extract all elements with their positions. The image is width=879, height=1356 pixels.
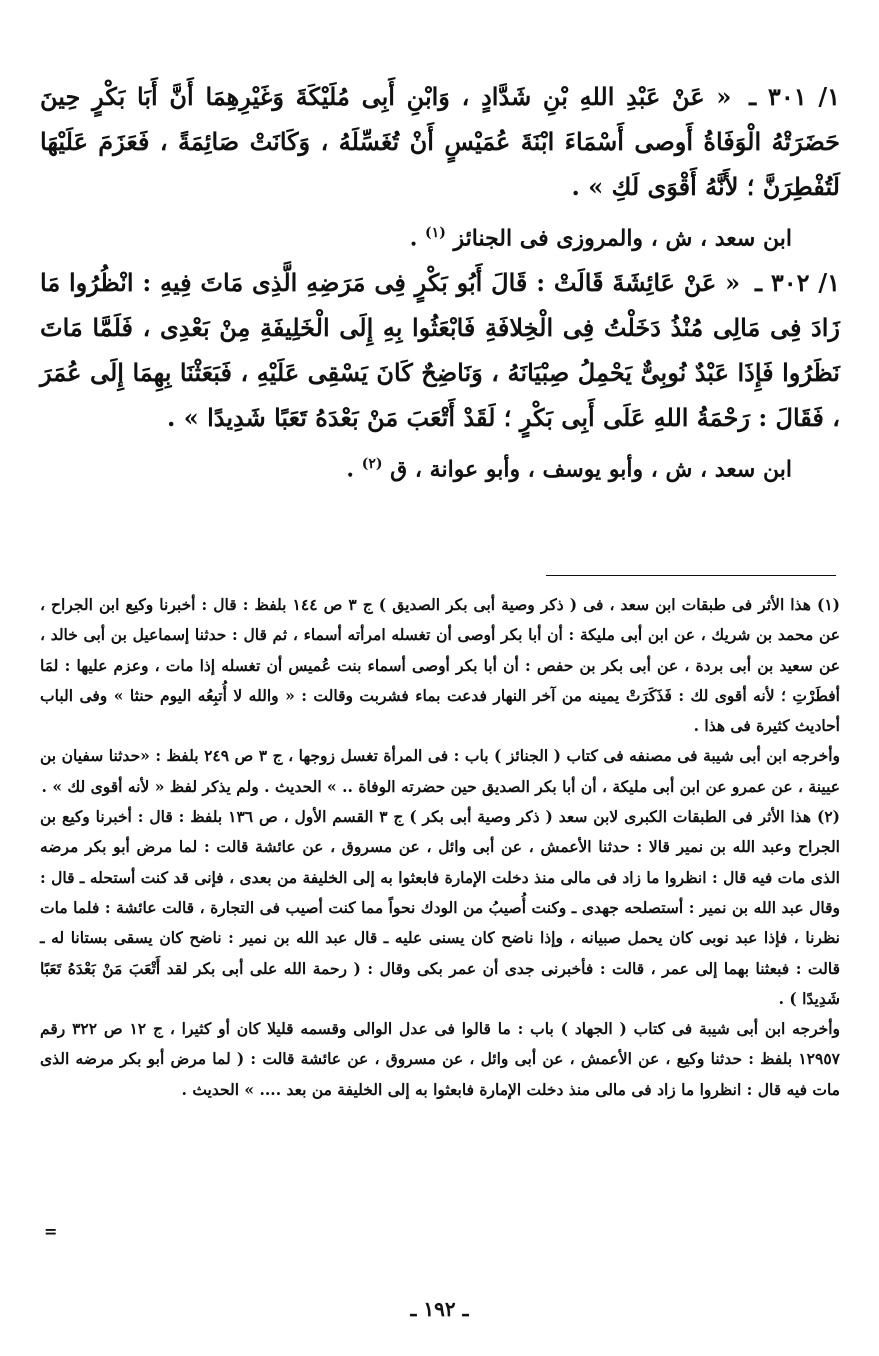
hadith-302 — [40, 260, 840, 440]
footnote-1: (١) هذا الأثر فى طبقات ابن سعد ، فى ( ذكر وصية أبى بكر الصديق ) ج ٣ ص ١٤٤ بلفظ : قال : أخبرنا وكيع ابن الجراح ، عن محمد بن شريك ، عن ابن أبى مليكة : أن أبا بكر أوصى أن تغسله امرأته أسماء ، ثم قال : حدثنا إسماعيل بن أبى خالد ، عن سعيد بن أبى بردة ، عن أبى بكر بن حفص : أن أبا بكر أوصى أسماء بنت عُميس أن تغسله إذا مات ، وعزم عليها : لمَا أفطَرْتِ ؛ لأنه أقوى لك : فَذَكَرَتْ يمينه من آخر النهار فدعت بماء فشربت وقالت : « والله لا أُتبِعُه اليوم حنثا » وفى الباب أحاديث كثيرة فى هذا . — [40, 595, 840, 736]
hadith-301 — [40, 74, 840, 209]
page-number: ـ ١٩٢ ـ — [410, 1297, 469, 1321]
footnote-divider — [546, 575, 836, 576]
hadith-source: ابن سعد ، ش ، والمروزى فى الجنائز $^{(١)}$ . — [409, 225, 792, 252]
footnote-2-continued: وأخرجه ابن أبى شيبة فى كتاب ( الجهاد ) باب : ما قالوا فى عدل الوالى وقسمه قليلا كان أو كثيرا ، ج ١٢ ص ٣٢٢ رقم ١٢٩٥٧ بلفظ : حدثنا وكيع ، عن الأعمش ، عن أبى وائل ، عن مسروق ، عن عائشة قالت : ( لما مرض أبو بكر مرضه الذى مات فيه قال : انظروا ما زاد فى مالى منذ دخلت الإمارة فابعثوا به إلى الخليفة من بعد .... » الحديث . — [40, 1019, 840, 1099]
footnotes — [40, 590, 840, 1105]
hadith-number: ١/ ٣٠٢ ـ — [755, 268, 841, 298]
hadith-number: ١/ ٣٠١ ـ — [749, 82, 840, 111]
continuation-mark: = — [44, 1222, 58, 1241]
source-text: ابن سعد ، ش ، وأبو يوسف ، وأبو عوانة ، ق — [390, 456, 792, 483]
hadith-source: ابن سعد ، ش ، وأبو يوسف ، وأبو عوانة ، ق $^{(٢)}$ . — [346, 456, 792, 483]
hadith-text: « عَنْ عَبْدِ اللهِ بْنِ شَدَّادٍ ، وَابْنِ أَبِى مُلَيْكَةَ وَغَيْرِهِمَا أَنَّ أَبَا بَكْرٍ حِينَ حَضَرَتْهُ الْوَفَاةُ أَوصى أَسْمَاءَ ابْنَةَ عُمَيْسٍ أَنْ تُغَسِّلَهُ ، وَكَانَتْ صَائِمَةً ، فَعَزَمَ عَلَيْهَا لَتُفْطِرَنَّ ؛ لأَنَّهُ أَقْوَى لَكِ » . — [40, 82, 840, 201]
footnote-1-continued: وأخرجه ابن أبى شيبة فى مصنفه فى كتاب ( الجنائز ) باب : فى المرأة تغسل زوجها ، ج ٣ ص ٢٤٩ بلفظ : «حدثنا سفيان بن عيينة ، عن عمرو عن ابن أبى مليكة ، أن أبا بكر الصديق حين حضرته الوفاة .. » الحديث . ولم يذكر لفظ « لأنه أقوى لك » . — [40, 746, 840, 796]
source-text: ابن سعد ، ش ، والمروزى فى الجنائز — [453, 225, 792, 252]
footnote-ref[interactable]: (١) — [425, 225, 446, 241]
footnote-ref[interactable]: (٢) — [361, 456, 383, 473]
footnote-2: (٢) هذا الأثر فى الطبقات الكبرى لابن سعد ( ذكر وصية أبى بكر ) ج ٣ القسم الأول ، ص ١٣٦ بلفظ : قال : أخبرنا وكيع بن الجراح وعبد الله بن نمير قالا : حدثنا الأعمش ، عن أبى وائل ، عن مسروق ، عن عائشة قالت : لما مرض أبو بكر مرضه الذى مات فيه قال : انظروا ما زاد فى مالى منذ دخلت الإمارة فابعثوا به إلى الخليفة من بعدى ، فإنى قد كنت أستحله ـ قال : وقال عبد الله بن نمير : أستصلحه جهدى ـ وكنت أُصيبُ من الودك نحواً مما كنت أصيب فى التجارة ، قالت عائشة : فلما مات نظرنا ، فإذا عبد نوبى كان يحمل صبيانه ، وإذا ناضح كان يسنى عليه ـ قال عبد الله بن نمير : ناضح كان يسقى بستانا له ـ قالت : فبعثنا بهما إلى عمر ، قالت : فأخبرنى جدى أن عمر بكى وقال : ( رحمة الله على أبى بكر لقد أَتْعَبَ مَنْ بَعْدَهُ تَعَبًا شَدِيدًا ) . — [40, 807, 841, 1008]
main-text — [40, 74, 840, 492]
hadith-text: « عَنْ عَائِشَةَ قَالَتْ : قَالَ أَبُو بَكْرٍ فِى مَرَضِهِ الَّذِى مَاتَ فِيهِ : انْظُرُوا مَا زَادَ فِى مَالِى مُنْذُ دَخَلْتُ فِى الْخِلافَةِ فَابْعَثُوا بِهِ إِلَى الْخَلِيفَةِ مِنْ بَعْدِى ، فَلَمَّا مَاتَ نَظَرُوا فَإِذَا عَبْدٌ نُوبِىٌّ يَحْمِلُ صِبْيَانَهُ ، وَنَاضِحٌ كَانَ يَسْقِى عَلَيْهِ ، فَبَعَثْنَا بِهِمَا إِلَى عُمَرَ ، فَقَالَ : رَحْمَةُ اللهِ عَلَى أَبِى بَكْرٍ ؛ لَقَدْ أَتْعَبَ مَنْ بَعْدَهُ تَعَبًا شَدِيدًا » . — [40, 268, 840, 433]
